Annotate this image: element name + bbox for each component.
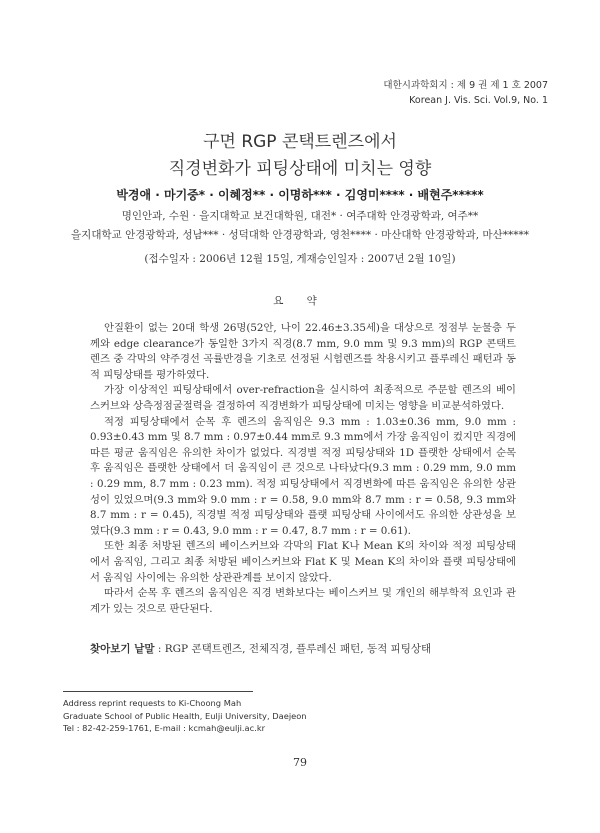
abstract-paragraph: 적정 피팅상태에서 순목 후 렌즈의 움직임은 9.3 mm : 1.03±0.36 mm, 9.0 mm : 0.93±0.43 mm 및 8.7 mm : 0.97±0.44 mm로 9.3 mm에서 가장 움직임이 컸지만 직경에 따른 평균 움직임은 유의한 차이가 없었다. 직경별 적정 피팅상태와 1D 플랫한 상태에서 순목 후 움직임은 플랫한 상태에서 더 움직임이 큰 것으로 나타났다(9.3 mm : 0.29 mm, 9.0 mm : 0.29 mm, 8.7 mm : 0.23 mm). 적정 피팅상태에서 직경변화에 따른 움직임은 유의한 상관성이 있었으며(9.3 mm와 9.0 mm : r = 0.58, 9.0 mm와 8.7 mm : r = 0.58, 9.3 mm와 8.7 mm : r = 0.45), 직경별 적정 피팅상태와 플랫 피팅상태 사이에서도 유의한 상관성을 보였다(9.3 mm : r = 0.43, 9.0 mm : r = 0.47, 8.7 mm : r = 0.61).: [90, 415, 516, 537]
received-dates: (접수일자 : 2006년 12월 15일, 게재승인일자 : 2007년 2월 10일): [144, 253, 456, 265]
affiliation-line2: 을지대학교 안경광학과, 성남*** · 성덕대학 안경광학과, 영천**** · 마산대학 안경광학과, 마산*****: [71, 229, 529, 241]
abstract-paragraph: 가장 이상적인 피팅상태에서 over-refraction을 실시하여 최종적으로 주문할 렌즈의 베이스커브와 상측정점굴절력을 결정하여 직경변화가 피팅상태에 미치는 영향을 비교분석하였다.: [90, 384, 516, 412]
correspondence-footnote: [63, 697, 307, 735]
journal-citation-korean: 대한시과학회지 : 제 9 권 제 1 호 2007: [383, 80, 548, 91]
abstract-paragraph: 따라서 순목 후 렌즈의 움직임은 직경 변화보다는 베이스커브 및 개인의 해부학적 요인과 관계가 있는 것으로 판단된다.: [90, 587, 516, 615]
paper-title-line2: 직경변화가 피팅상태에 미치는 영향: [168, 159, 432, 179]
keywords-text: : RGP 콘택트렌즈, 전체직경, 플루레신 패턴, 동적 피팅상태: [157, 643, 432, 655]
journal-header: [383, 78, 548, 108]
author-list: 박경애 · 마기중* · 이혜정** · 이명하*** · 김영미**** · 배현주*****: [116, 188, 484, 202]
footnote-line2: Graduate School of Public Health, Eulji University, Daejeon: [63, 710, 307, 721]
keywords: [90, 641, 431, 656]
abstract-body: [90, 321, 516, 617]
abstract-heading: 요 약: [273, 295, 327, 307]
footnote-line3: Tel : 82-42-259-1761, E-mail : kcmah@eulji.ac.kr: [63, 723, 266, 733]
footnote-divider: [63, 691, 253, 692]
affiliations: [0, 207, 600, 245]
keywords-label: 찾아보기 낱말: [90, 643, 155, 655]
paper-title: [0, 129, 600, 183]
abstract-paragraph: 또한 최종 처방된 렌즈의 베이스커브와 각막의 Flat K나 Mean K의 차이와 적정 피팅상태에서 움직임, 그리고 최종 처방된 베이스커브와 Flat K 및 Mean K의 차이와 플랫 피팅상태에서 움직임 사이에는 유의한 상관관계를 보이지 않았다.: [90, 540, 516, 584]
abstract-paragraph: 안질환이 없는 20대 학생 26명(52안, 나이 22.46±3.35세)을 대상으로 정점부 눈물층 두께와 edge clearance가 동일한 3가지 직경(8.7 mm, 9.0 mm 및 9.3 mm)의 RGP 콘택트렌즈 중 각막의 약주경선 곡률반경을 기초로 선정된 시험렌즈를 착용시키고 플루레신 패턴과 동적 피팅상태를 평가하였다.: [90, 322, 516, 381]
footnote-line1: Address reprint requests to Ki-Choong Mah: [63, 698, 242, 708]
paper-title-line1: 구면 RGP 콘택트렌즈에서: [203, 132, 397, 152]
affiliation-line1: 명인안과, 수원 · 을지대학교 보건대학원, 대전* · 여주대학 안경광학과, 여주**: [121, 210, 479, 222]
page-number: 79: [293, 756, 307, 769]
journal-citation-english: Korean J. Vis. Sci. Vol.9, No. 1: [409, 95, 548, 106]
